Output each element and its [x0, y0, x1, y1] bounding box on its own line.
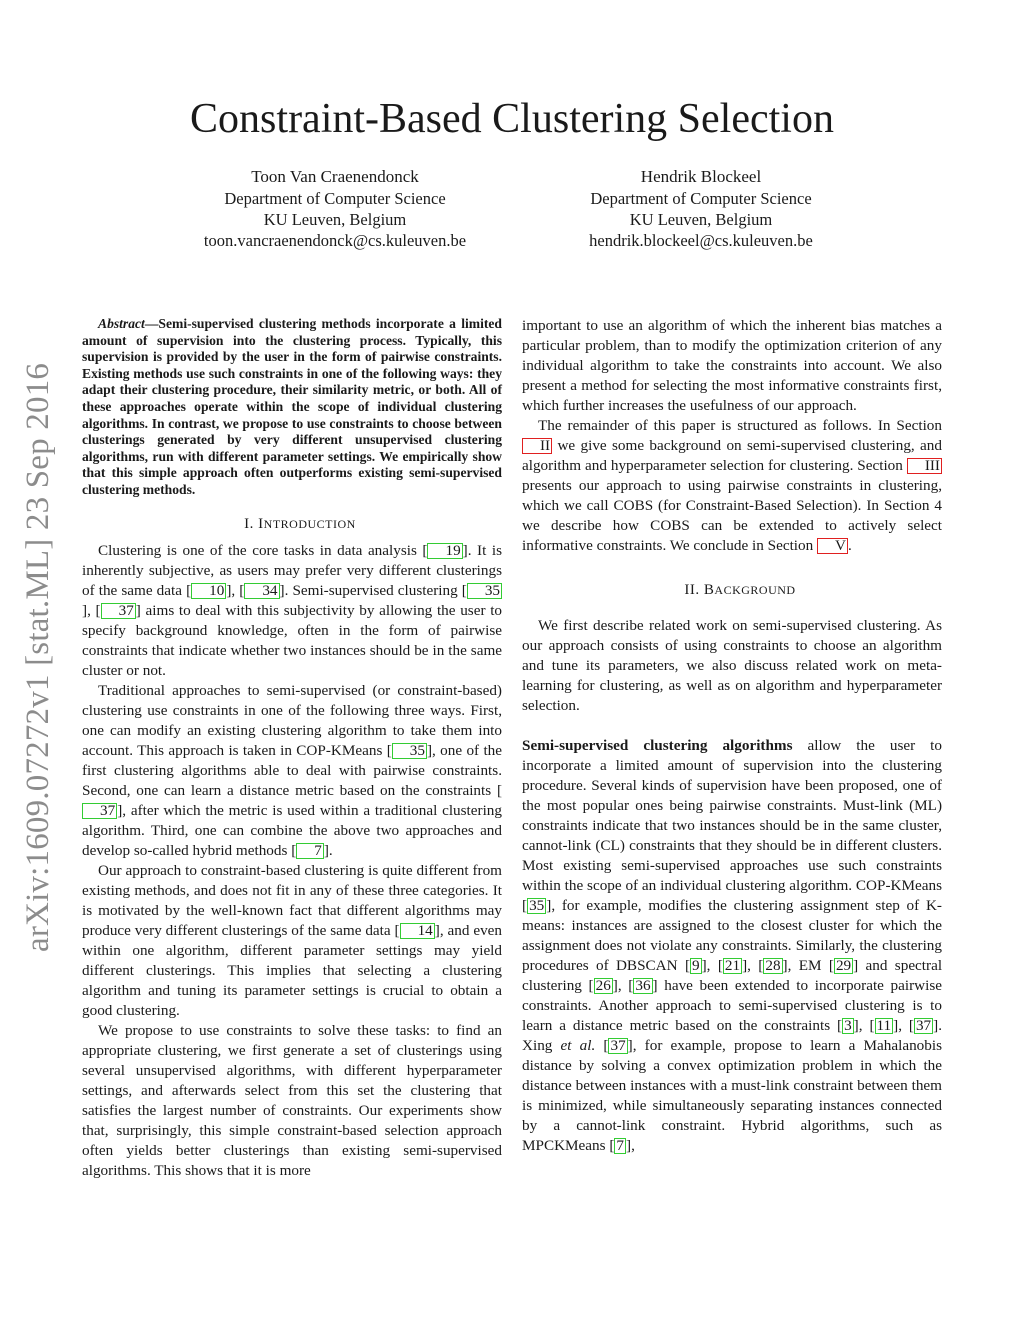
paragraph: Semi-supervised clustering algorithms allow the user to incorporate a limited amount of supervision into the clustering procedure. Several kinds of supervision have been proposed, one of the most popular ones being pairwise constraints. Must-link (ML) constraints indicate that two instances should be in the same cluster, cannot-link (CL) constraints that they should be in different clusters. Most existing semi-supervised approaches use such constraints within the scope of an individual clustering algorithm. COP-KMeans [ 35 ], for example, modifies the clustering assignment step of K-means: instances are assigned to the closest cluster for which the assignment does not violate any constraints. Similarly, the clustering procedures of DBSCAN [ 9 ], [ 21 ], [ 28 ], EM [ 29 ] and spectral clustering [ 26 ], [ 36 ] have been extended to incorporate pairwise constraints. Another approach to semi-supervised clustering is to learn a distance metric based on the constraints [ 3 ], [ 11 ], [ 37 ]. Xing et al. [ 37 ], for example, propose to learn a Mahalanobis distance by solving a convex optimization problem in which the distance between instances with a must-link constraint between them is minimized, while simultaneously separating instances connected by a cannot-link constraint. Hybrid algorithms, such as MPCKMeans [ 7 ],: [522, 737, 943, 1154]
paragraph: We first describe related work on semi-supervised clustering. As our approach consists of using constraints to choose an algorithm and tune its parameters, we also discuss related work on meta-learning for clustering, as well as on algorithm and hyperparameter selection.: [522, 617, 942, 714]
citation-link[interactable]: 10: [191, 583, 226, 599]
citation-link[interactable]: 11: [876, 1017, 892, 1034]
section-heading-background: II. BACKGROUND: [684, 582, 796, 598]
citation-link[interactable]: 37: [101, 603, 136, 619]
citation-link[interactable]: 21: [724, 957, 741, 974]
citation-link[interactable]: 36: [635, 977, 651, 994]
right-column: [522, 316, 942, 1156]
paragraph: Traditional approaches to semi-supervised (or constraint-based) clustering use constraints in one of the following three ways. First, one can modify an existing clustering algorithm to take them into account. This approach is taken in COP-KMeans [ 35 ], one of the first clustering algorithms able to deal with pairwise constraints. Second, one can learn a distance metric based on the constraints [37 ], after which the metric is used within a traditional clustering algorithm. Third, one can combine the above two approaches and develop so-called hybrid methods [ 7 ].: [82, 681, 502, 859]
author-email: hendrik.blockeel@cs.kuleuven.be: [589, 231, 813, 250]
left-column: [82, 316, 502, 1181]
section-link[interactable]: II: [522, 438, 552, 454]
author-department: Department of Computer Science: [590, 189, 812, 208]
paragraph: important to use an algorithm of which the inherent bias matches a particular problem, than to modify the optimization criterion of any individual algorithm to take the constraints into account. We also present a method for selecting the most informative constraints first, which further increases the usefulness of our approach.: [522, 317, 942, 414]
citation-link[interactable]: 9: [692, 957, 700, 974]
author-block-1: [190, 166, 480, 251]
section-link[interactable]: V: [817, 538, 848, 554]
author-name: Toon Van Craenendonck: [251, 167, 419, 186]
abstract: [82, 316, 502, 499]
citation-link[interactable]: 19: [427, 543, 462, 559]
arxiv-identifier-stamp: arXiv:1609.07272v1 [stat.ML] 23 Sep 2016: [20, 362, 56, 952]
citation-link[interactable]: 34: [244, 583, 279, 599]
author-affiliation: KU Leuven, Belgium: [263, 210, 407, 229]
paper-title: Constraint-Based Clustering Selection: [190, 96, 834, 142]
citation-link[interactable]: 37: [82, 803, 117, 819]
paragraph: The remainder of this paper is structured as follows. In Section II we give some background on semi-supervised clustering, and algorithm and hyperparameter selection for clustering. Section III presents our approach to using pairwise constraints in clustering, which we call COBS (for Constraint-Based Selection). In Section 4 we describe how COBS can be extended to actively select informative constraints. We conclude in Section V .: [522, 417, 942, 554]
citation-link[interactable]: 35: [392, 743, 427, 759]
citation-link[interactable]: 35: [529, 897, 545, 914]
paragraph-heading: Semi-supervised clustering algorithms: [522, 737, 793, 754]
citation-link[interactable]: 7: [616, 1137, 624, 1154]
author-name: Hendrik Blockeel: [640, 167, 762, 186]
section-heading-introduction: I. INTRODUCTION: [244, 515, 356, 532]
section-link[interactable]: III: [907, 458, 942, 474]
citation-link[interactable]: 7: [296, 843, 324, 859]
citation-link[interactable]: 37: [915, 1017, 932, 1034]
citation-link[interactable]: 3: [844, 1017, 852, 1034]
paragraph: Clustering is one of the core tasks in data analysis [ 19 ]. It is inherently subjective, as users may prefer very different clusterings of the same data [ 10 ], [ 34 ]. Semi-supervised clustering [ 35], [ 37 ] aims to deal with this subjectivity by allowing the user to specify background knowledge, often in the form of pairwise constraints that indicate whether two instances should be in the same cluster or not.: [82, 541, 503, 679]
abstract-text: —Semi-supervised clustering methods incorporate a limited amount of supervision into the clustering process. Typically, this supervision is provided by the user in the form of pairwise constraints. Existing methods use such constraints in one of the following ways: they adapt their clustering procedure, their similarity metric, or both. All of these approaches operate within the scope of individual clustering algorithms. In contrast, we propose to use constraints to choose between clusterings generated by very different unsupervised clustering algorithms, run with different parameter settings. We empirically show that this simple approach often outperforms existing semi-supervised clustering methods.: [82, 316, 502, 497]
author-affiliation: KU Leuven, Belgium: [629, 210, 773, 229]
citation-link[interactable]: 37: [610, 1037, 626, 1054]
citation-link[interactable]: 29: [835, 957, 852, 974]
author-block-2: [556, 166, 846, 251]
citation-link[interactable]: 14: [400, 923, 435, 939]
abstract-label: Abstract: [98, 316, 145, 331]
citation-link[interactable]: 26: [595, 977, 611, 994]
citation-link[interactable]: 28: [765, 957, 781, 974]
citation-link[interactable]: 35: [467, 583, 502, 599]
author-email: toon.vancraenendonck@cs.kuleuven.be: [203, 231, 467, 250]
paragraph: We propose to use constraints to solve these tasks: to find an appropriate clustering, we first generate a set of clusterings using several unsupervised algorithms, with different hyperparameter settings, and afterwards select from this set the clustering that satisfies the largest number of constraints. Our experiments show that, surprisingly, this simple constraint-based selection approach often yields better clusterings than existing semi-supervised algorithms. This shows that it is more: [82, 1021, 502, 1179]
author-department: Department of Computer Science: [224, 189, 446, 208]
paragraph: Our approach to constraint-based clustering is quite different from existing methods, and does not fit in any of these three categories. It is motivated by the well-known fact that different algorithms may produce very different clusterings of the same data [ 14 ], and even within one algorithm, different parameter settings may yield different clusterings. This implies that selecting a clustering algorithm and tuning its parameter settings is crucial to obtain a good clustering.: [82, 861, 502, 1019]
